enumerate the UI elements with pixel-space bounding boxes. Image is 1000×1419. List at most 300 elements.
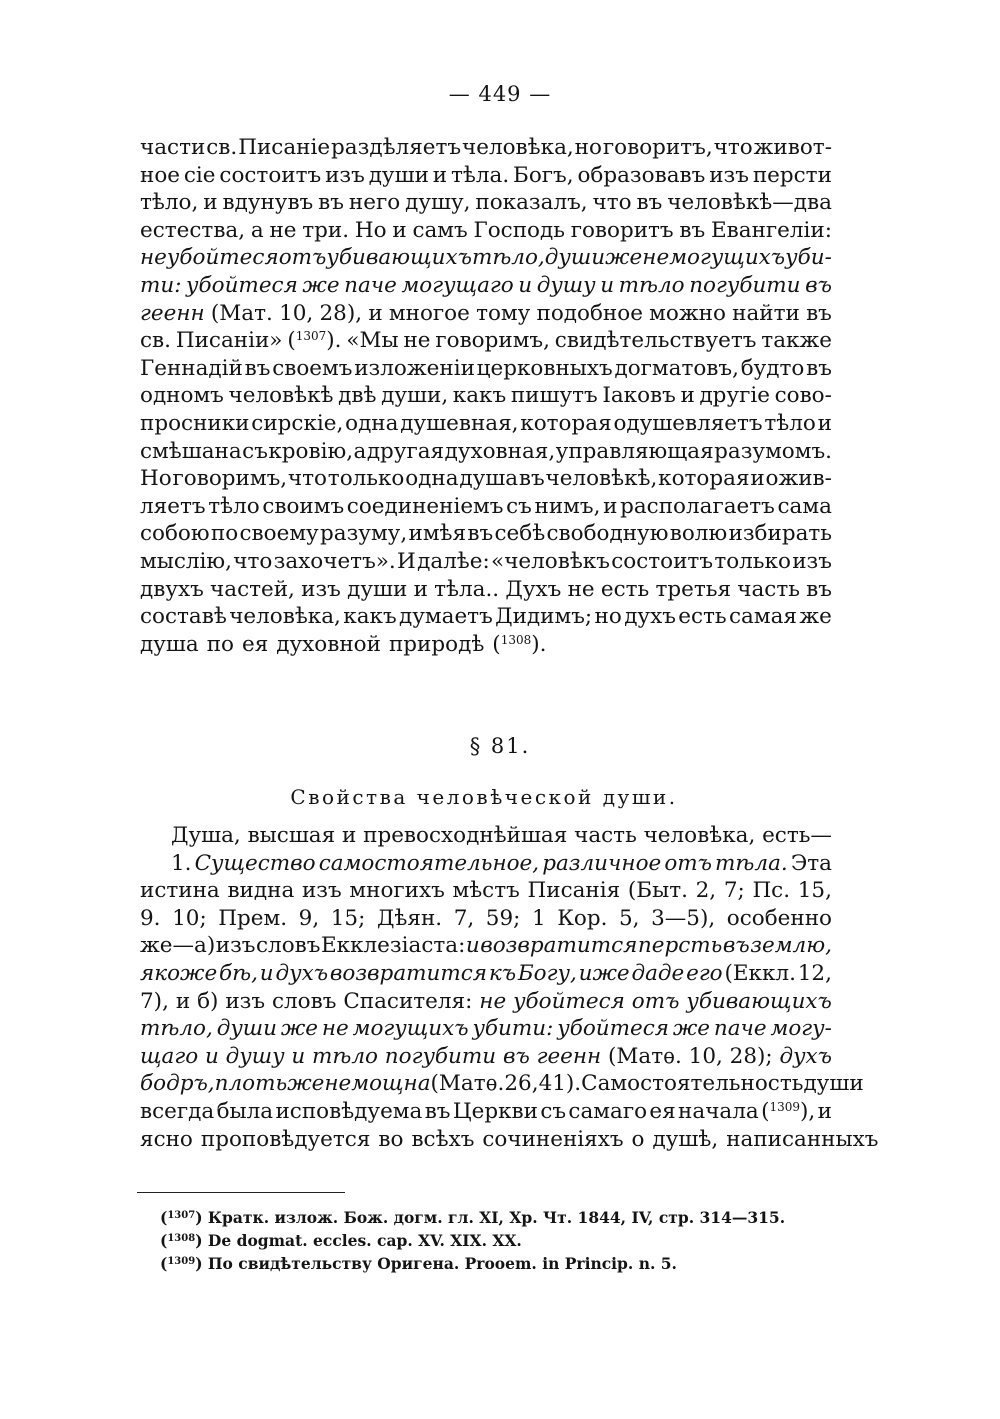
word: въ (636, 190, 663, 216)
word: есть— (762, 823, 832, 848)
word: мыслію, (140, 548, 232, 574)
word: есть (678, 604, 727, 630)
word: особенно (726, 905, 832, 931)
word: догматовъ, (614, 355, 739, 381)
word: въ (467, 521, 494, 547)
word: сіе (183, 162, 216, 188)
word: управляющая (555, 438, 714, 464)
word: б) (197, 988, 219, 1014)
word: не (321, 1016, 349, 1042)
footnote-number: 1308 (167, 1233, 196, 1244)
word: духъ (779, 1043, 832, 1069)
word: исповѣдуема (275, 1098, 423, 1124)
footnote: ($^{1308}$) De dogmat. eccles. cap. XV. XIX. XX. (160, 1231, 522, 1250)
word: и (817, 1098, 832, 1124)
section-title: Свойства человѣческой души. (290, 785, 678, 809)
word: съ (242, 438, 268, 464)
word: ляетъ (140, 493, 206, 519)
word: отъ (664, 850, 712, 876)
word: и (175, 988, 191, 1014)
footnote-number: 1309 (167, 1256, 196, 1267)
text-line (140, 631, 832, 659)
word: человѣка, (462, 135, 574, 160)
word: показалъ, (475, 190, 588, 216)
word: (Быт. (627, 878, 688, 904)
word: 7), (140, 988, 169, 1014)
word: не (567, 576, 595, 602)
word: далѣе: (417, 548, 490, 574)
word: во (378, 1126, 404, 1152)
word: смѣшана (140, 438, 242, 464)
word: же—а) (140, 933, 216, 959)
word: самъ (412, 217, 468, 243)
word: также (761, 328, 832, 354)
word: не (269, 217, 297, 243)
word: самаго (568, 1098, 648, 1124)
word: части (140, 135, 206, 160)
word: отъ (278, 245, 327, 271)
word: превосходнѣйшая (363, 823, 568, 848)
word: найти (732, 300, 800, 326)
word: въ (518, 466, 545, 492)
word: и (518, 272, 533, 298)
word: Евангеліи: (710, 217, 832, 243)
word: другіе (699, 383, 770, 409)
footnotes (160, 1206, 820, 1275)
text-line (140, 217, 832, 245)
word: И (397, 548, 416, 574)
word: и (368, 300, 383, 326)
word: многое (388, 300, 470, 326)
word: Пс. (752, 878, 791, 904)
footnote-separator (137, 1192, 345, 1193)
text-line (140, 603, 832, 631)
text-line (140, 1043, 832, 1071)
word: ея (241, 631, 269, 657)
word: 7; (723, 878, 745, 904)
footnote: ($^{1309}$) По свидѣтельству Оригена. Prooem. in Princip. n. 5. (160, 1254, 677, 1273)
word: начала (678, 1098, 759, 1124)
word: Екклезіаста: (320, 933, 466, 959)
word: церковныхъ (476, 355, 613, 381)
word: думаетъ (399, 604, 493, 630)
word: паче (713, 1016, 767, 1042)
word: своемъ (272, 355, 353, 381)
text-line (140, 410, 832, 438)
word: проповѣдуется (200, 1126, 371, 1152)
word: погубити (384, 1043, 497, 1069)
word: Существо (194, 850, 316, 876)
word: душевная, (400, 410, 519, 436)
word: мѣстъ (452, 878, 520, 904)
word: персть (637, 933, 723, 959)
word: одна (345, 410, 399, 436)
word: убойтеся (186, 272, 298, 298)
word: къ (488, 960, 517, 986)
word: Писанія (527, 878, 621, 904)
word: одномъ (140, 383, 224, 409)
word: изъ (325, 162, 365, 188)
word: не (403, 328, 431, 354)
top-paragraph (140, 134, 832, 658)
word: 1 (531, 905, 546, 931)
word: ное (140, 162, 180, 188)
word: и (341, 823, 357, 848)
word: можно (649, 300, 726, 326)
word: изъ (301, 576, 341, 602)
word: природѣ (388, 631, 485, 657)
word: же (605, 245, 643, 271)
word: и (259, 960, 274, 986)
text-line (140, 548, 832, 576)
word: имѣя (408, 521, 467, 547)
text-line (140, 189, 832, 217)
text-line (140, 932, 832, 960)
word: 15, (797, 878, 832, 904)
word: Духъ (505, 576, 562, 602)
word: духъ (624, 604, 676, 630)
word: (Матѳ. (430, 1071, 505, 1097)
text-line (140, 244, 832, 272)
word: не (140, 245, 167, 271)
word: души (803, 1071, 864, 1097)
word: не (642, 245, 670, 271)
word: возвратится (480, 933, 638, 959)
word: многихъ (349, 878, 445, 904)
word: тѣло, (140, 190, 199, 216)
word: могущаго (401, 272, 514, 298)
word: изъ (301, 878, 342, 904)
word: разуму, (320, 521, 408, 547)
word: сово- (774, 383, 832, 409)
word: же (672, 1016, 711, 1042)
word: (Мат. (210, 300, 273, 326)
word: и (817, 410, 832, 436)
word: же (799, 604, 832, 630)
word: сирскіе, (251, 410, 344, 436)
word: свободную (546, 521, 669, 547)
word: и (750, 466, 765, 492)
word: 41). (538, 1071, 582, 1097)
word: бѣ, (219, 960, 258, 986)
text-line (140, 877, 832, 905)
word: геенн (536, 1043, 602, 1069)
word: же (280, 1016, 319, 1042)
word: тѣло (312, 1043, 378, 1069)
word: могущихъ (352, 1016, 469, 1042)
word: 28); (729, 1043, 773, 1069)
word: Господь (473, 217, 565, 243)
word: ($^{1309}$), (761, 1098, 816, 1124)
word: 3—5), (651, 905, 716, 931)
word: Писаніе (238, 135, 331, 160)
word: какъ (452, 383, 507, 409)
word: ея (649, 1098, 676, 1124)
word: о (631, 1126, 645, 1152)
word: убити: (472, 1016, 554, 1042)
word: 9. (140, 905, 161, 931)
word: Но (140, 466, 172, 492)
word: что (233, 548, 273, 574)
word: погубити (689, 272, 801, 298)
word: души (216, 1016, 277, 1042)
word: въ (806, 576, 832, 602)
word: духъ (275, 960, 329, 986)
word: 1. (171, 850, 192, 876)
word: будто (740, 355, 805, 381)
word: ти: (140, 272, 182, 298)
word: духовная, (444, 438, 556, 464)
word: тѣла.. (434, 576, 500, 602)
word: щаго (140, 1043, 199, 1069)
word: тѣло (764, 410, 816, 436)
word: изложеніи (354, 355, 475, 381)
word: въ (424, 1098, 451, 1124)
footnote-text: De dogmat. eccles. cap. XV. XIX. XX. (207, 1231, 522, 1250)
word: 15; (330, 905, 366, 931)
word: души (347, 576, 408, 602)
word: Дѣян. (376, 905, 443, 931)
word: есть (600, 576, 650, 602)
word: «Мы (346, 328, 399, 354)
word: (Матѳ. (608, 1043, 682, 1069)
word: съ (506, 493, 532, 519)
word: а (353, 438, 367, 464)
word: душа (459, 466, 519, 492)
word: и (204, 1043, 219, 1069)
word: часть (574, 823, 637, 848)
text-line (140, 382, 832, 410)
word: состоитъ (611, 548, 714, 574)
word: одушевляетъ (613, 410, 763, 436)
word: тѣла. (451, 162, 510, 188)
word: живот- (753, 135, 832, 160)
text-line (140, 300, 832, 328)
word: св. (140, 328, 171, 354)
word: по (206, 631, 234, 657)
word: Іаковъ (602, 383, 676, 409)
word: и (465, 933, 480, 959)
word: въ (806, 300, 832, 326)
word: высшая (247, 823, 336, 848)
footnote-number: 1307 (167, 1210, 196, 1221)
word: въ (722, 933, 750, 959)
footnote: ($^{1307}$) Кратк. излож. Бож. догм. гл. XI, Хр. Чт. 1844, IV, стр. 314—315. (160, 1208, 786, 1227)
word: захочетъ». (273, 548, 396, 574)
word: человѣкѣ (228, 383, 334, 409)
word: составѣ (140, 604, 227, 630)
word: изъ (225, 988, 266, 1014)
word: души (368, 162, 429, 188)
word: сама (777, 493, 832, 519)
word: и (432, 162, 448, 188)
word: какъ (343, 604, 397, 630)
word: говоримъ, (172, 466, 288, 492)
word: а (250, 217, 264, 243)
word: нимъ, (534, 493, 601, 519)
word: располагаетъ (620, 493, 775, 519)
word: ясно (140, 1126, 193, 1152)
word: не (479, 988, 507, 1014)
word: была (216, 1098, 274, 1124)
word: двѣ (338, 383, 377, 409)
word: даде (631, 960, 685, 986)
word: тѣло (618, 272, 685, 298)
word: души (544, 245, 606, 271)
word: и (392, 217, 407, 243)
word: плоть (214, 1071, 288, 1097)
word: пишутъ (510, 383, 598, 409)
body-paragraph (140, 822, 879, 1153)
word: изъ (215, 933, 256, 959)
word: (Еккл. (724, 960, 796, 986)
text-line (140, 905, 832, 933)
word: убивающихъ (686, 988, 832, 1014)
word: Дидимъ; (495, 604, 593, 630)
word: но (574, 135, 602, 160)
word: 28), (319, 300, 363, 326)
word: ($^{1307}$). (287, 328, 342, 354)
word: тому (476, 300, 531, 326)
word: же (287, 1071, 325, 1097)
word: 10, (688, 1043, 723, 1069)
word: написанныхъ (726, 1126, 879, 1152)
word: третья (655, 576, 732, 602)
word: въ (318, 190, 344, 216)
word: души, (381, 383, 449, 409)
word: душу, (405, 190, 471, 216)
word: различное (542, 850, 662, 876)
page-number: — 449 — (448, 82, 552, 106)
word: 9, (298, 905, 320, 931)
word: другая (366, 438, 445, 464)
word: просники (140, 410, 250, 436)
word: говоримъ, (435, 328, 550, 354)
word: Но (354, 217, 387, 243)
word: душѣ, (652, 1126, 719, 1152)
word: только (714, 548, 791, 574)
word: Спасителя: (343, 988, 473, 1014)
footnote-text: По свидѣтельству Оригена. Prooem. in Princip. n. 5. (207, 1254, 677, 1273)
word: кровію, (268, 438, 354, 464)
word: 5, (619, 905, 640, 931)
word: подобное (536, 300, 643, 326)
word: свидѣтельствуетъ (554, 328, 757, 354)
word: тѣло (208, 493, 260, 519)
word: говоритъ, (602, 135, 713, 160)
section-number: § 81. (469, 734, 531, 758)
word: и (603, 493, 618, 519)
text-line (140, 960, 832, 988)
word: человѣкѣ, (545, 466, 658, 492)
word: которая (520, 410, 612, 436)
word: Самостоятельность (581, 1071, 804, 1097)
word: же (302, 272, 340, 298)
word: словъ (271, 988, 337, 1014)
word: избирать (728, 521, 832, 547)
text-line (140, 355, 832, 383)
word: видна (227, 878, 295, 904)
word: 26, (504, 1071, 539, 1097)
word: Кор. (557, 905, 608, 931)
word: геенн (140, 300, 205, 326)
word: самая (729, 604, 797, 630)
word: себѣ (494, 521, 546, 547)
word: немощна (324, 1071, 431, 1097)
word: тѣло, (471, 245, 545, 271)
word: три. (302, 217, 350, 243)
text-line (140, 988, 832, 1016)
word: своему (239, 521, 319, 547)
word: всегда (140, 1098, 215, 1124)
word: сочиненіяхъ (482, 1126, 624, 1152)
word: духовной (276, 631, 381, 657)
word: Церкви (452, 1098, 538, 1124)
word: и (680, 383, 695, 409)
text-line (140, 1098, 832, 1126)
text-line (140, 822, 832, 850)
text-line (140, 1126, 879, 1154)
word: 7, (453, 905, 475, 931)
footnote-text: Кратк. излож. Бож. догм. гл. XI, Хр. Чт. 1844, IV, стр. 314—315. (207, 1208, 786, 1227)
word: самостоятельное, (318, 850, 540, 876)
word: его (686, 960, 723, 986)
word: своимъ (262, 493, 345, 519)
word: Душа, (171, 823, 241, 848)
word: часть (737, 576, 800, 602)
word: словъ (256, 933, 321, 959)
text-line (140, 520, 832, 548)
word: бодръ, (140, 1071, 215, 1097)
text-line (140, 134, 832, 162)
word: въ (244, 355, 271, 381)
word: «человѣкъ (491, 548, 610, 574)
word: убойтеся (166, 245, 279, 271)
word: ($^{1308}$). (492, 631, 547, 657)
word: 2, (695, 878, 717, 904)
text-line (140, 162, 832, 190)
word: убойтеся (513, 988, 625, 1014)
word: говоритъ (570, 217, 674, 243)
word: которая (658, 466, 750, 492)
word: якоже (140, 960, 218, 986)
word: человѣка, (229, 604, 341, 630)
word: по (210, 521, 239, 547)
word: вдунувъ (222, 190, 314, 216)
word: изъ (709, 162, 749, 188)
word: и (413, 576, 428, 602)
word: могущихъ (669, 245, 786, 271)
text-line (140, 576, 832, 604)
word: въ (806, 355, 832, 381)
word: тѣло, (140, 1016, 213, 1042)
word: и (291, 1043, 306, 1069)
word: 10; (172, 905, 207, 931)
word: и (203, 190, 218, 216)
word: персти (752, 162, 832, 188)
word: въ (502, 1043, 530, 1069)
word: него (348, 190, 401, 216)
word: въ (805, 272, 832, 298)
word: состоитъ (219, 162, 322, 188)
word: 10, (279, 300, 314, 326)
word: частей, (210, 576, 295, 602)
word: человѣкѣ—два (667, 190, 832, 216)
word: Прем. (218, 905, 288, 931)
word: Эта (790, 850, 832, 876)
word: уби- (785, 245, 832, 271)
word: землю, (750, 933, 832, 959)
